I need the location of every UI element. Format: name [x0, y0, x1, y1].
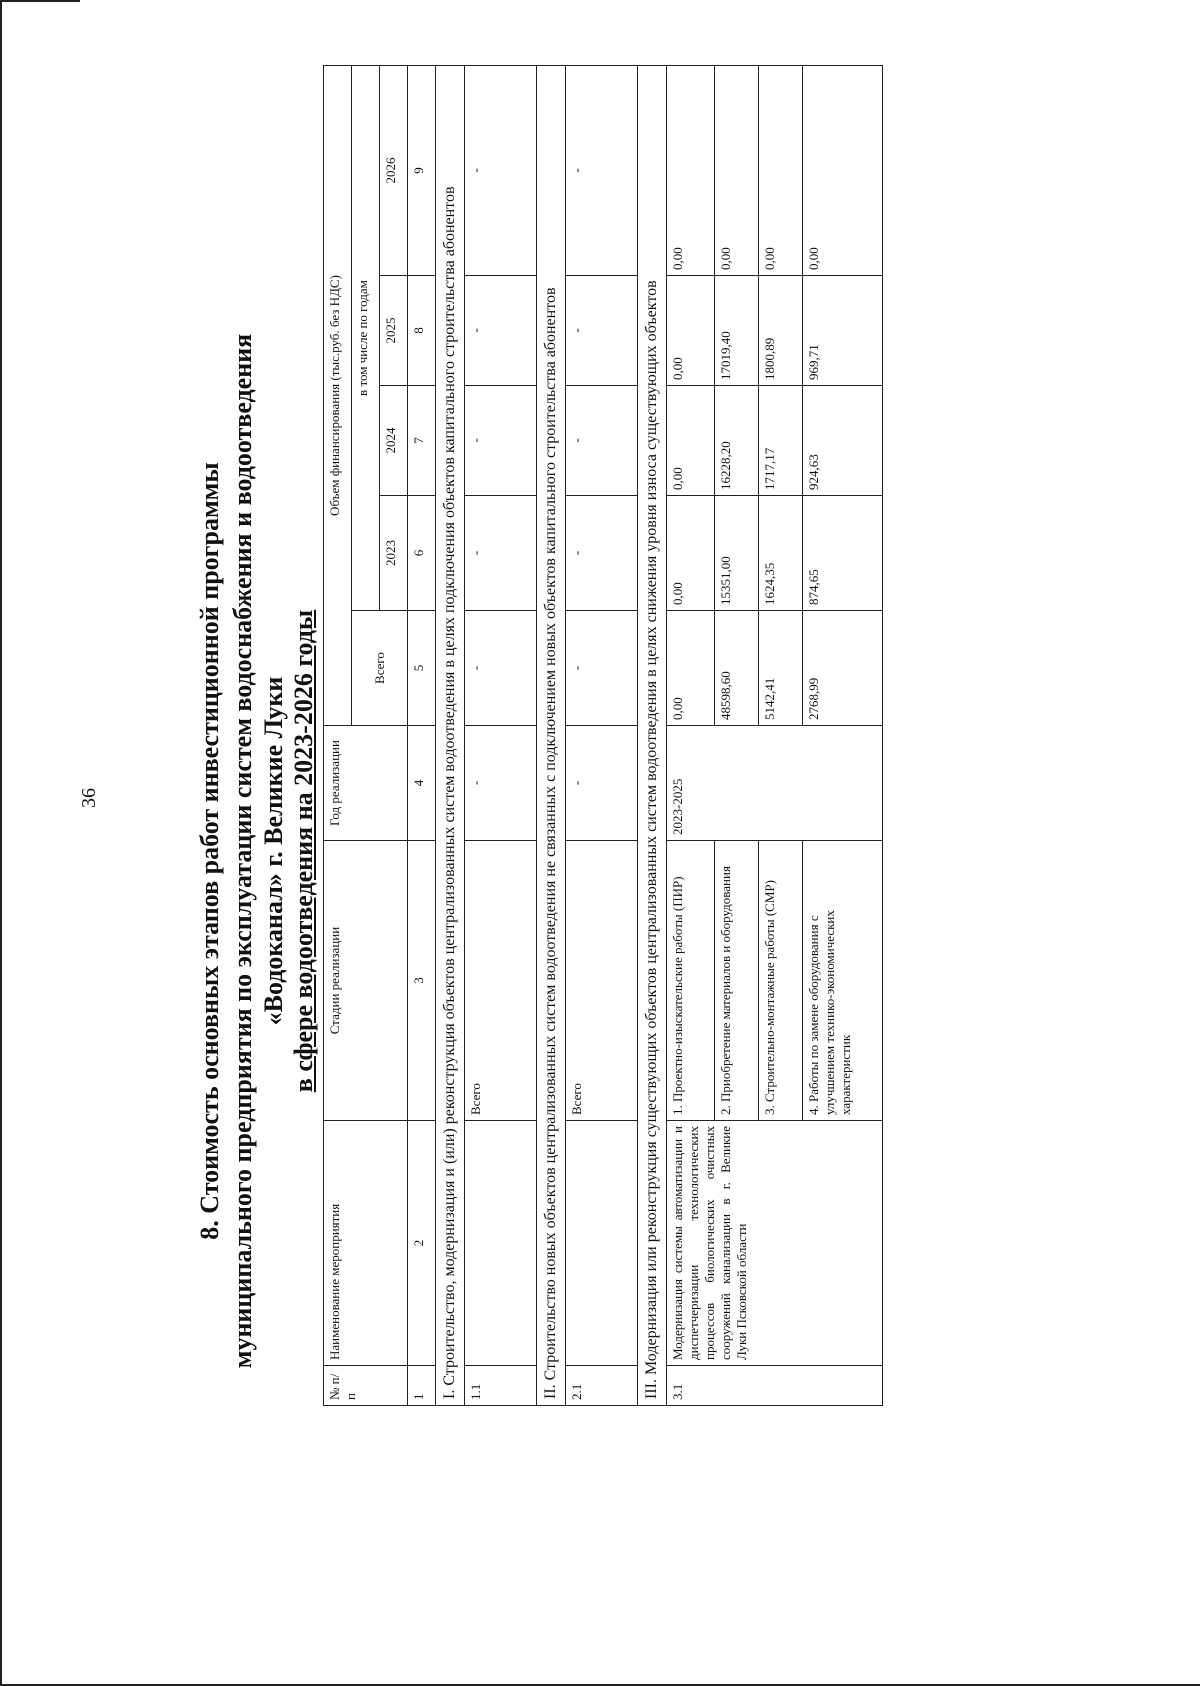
row-2025: - [465, 276, 537, 386]
stage-label: 2. Приобретение материалов и оборудования [715, 841, 759, 1121]
stage-label: 3. Строительно-монтажные работы (СМР) [759, 841, 803, 1121]
stage-2024: 16228,20 [715, 386, 759, 496]
column-number: 7 [408, 386, 436, 496]
section-2-title: II. Строительство новых объектов централизованных систем водоотведения не связанных с подключением новых объектов капитального строительства абонентов [537, 66, 566, 1406]
stage-total: 0,00 [667, 611, 715, 726]
row-2024: - [566, 386, 638, 496]
document-title-line-2: муниципального предприятия по эксплуатации систем водоснабжения и водоотведения [228, 333, 257, 1369]
stage-label: 1. Проектно-изыскательские работы (ПИР) [667, 841, 715, 1121]
cost-table [323, 65, 883, 1406]
row-stage: Всего [465, 841, 537, 1121]
row-2023: - [465, 496, 537, 611]
stage-2025: 1800,89 [759, 276, 803, 386]
stage-2026: 0,00 [715, 66, 759, 276]
column-number: 3 [408, 841, 436, 1121]
row-num: 2.1 [566, 1366, 638, 1406]
header-stage: Стадии реализации [324, 841, 408, 1121]
header-name: Наименование мероприятия [324, 1121, 408, 1366]
stage-2023: 0,00 [667, 496, 715, 611]
row-total: - [566, 611, 638, 726]
section-1-title: I. Строительство, модернизация и (или) реконструкция объектов централизованных систем водоотведения в целях подключения объектов капитального строительства абонентов [436, 66, 465, 1406]
row-num: 1.1 [465, 1366, 537, 1406]
stage-2023: 15351,00 [715, 496, 759, 611]
stage-total: 2768,99 [803, 611, 883, 726]
stage-2026: 0,00 [667, 66, 715, 276]
table-row [667, 66, 715, 1406]
header-year: Год реализации [324, 726, 408, 841]
column-number-row [408, 66, 436, 1406]
row-2023: - [566, 496, 638, 611]
table-row [465, 66, 537, 1406]
row-stage: Всего [566, 841, 638, 1121]
row-year: 2023-2025 [667, 726, 883, 841]
header-year-2026: 2026 [380, 66, 408, 276]
stage-2023: 1624,35 [759, 496, 803, 611]
column-number: 2 [408, 1121, 436, 1366]
section-3-title: III. Модернизация или реконструкция существующих объектов централизованных систем водоотведения в целях снижения уровня износа существующих объектов [638, 66, 667, 1406]
row-name [566, 1121, 638, 1366]
row-name: Модернизация системы автоматизации и диспетчеризации технологических процессов биологических очистных сооружений канализации в г. Великие Луки Псковской области [667, 1121, 883, 1366]
table-row [566, 66, 638, 1406]
column-number: 6 [408, 496, 436, 611]
stage-2025: 17019,40 [715, 276, 759, 386]
column-number: 8 [408, 276, 436, 386]
page-number: 36 [78, 788, 100, 808]
header-year-2024: 2024 [380, 386, 408, 496]
stage-2024: 0,00 [667, 386, 715, 496]
section-3-row [638, 66, 667, 1406]
column-number: 1 [408, 1366, 436, 1406]
row-2024: - [465, 386, 537, 496]
row-year: - [465, 726, 537, 841]
stage-2024: 1717,17 [759, 386, 803, 496]
column-number: 4 [408, 726, 436, 841]
row-year: - [566, 726, 638, 841]
stage-label: 4. Работы по замене оборудования с улучшением технико-экономических характеристик [803, 841, 883, 1121]
header-by-years: в том числе по годам [352, 66, 380, 611]
stage-total: 48598,60 [715, 611, 759, 726]
cost-table-wrapper [323, 65, 883, 1406]
header-year-2023: 2023 [380, 496, 408, 611]
section-2-row [537, 66, 566, 1406]
stage-2026: 0,00 [803, 66, 883, 276]
stage-2024: 924,63 [803, 386, 883, 496]
row-2025: - [566, 276, 638, 386]
stage-2026: 0,00 [759, 66, 803, 276]
section-1-row [436, 66, 465, 1406]
row-2026: - [465, 66, 537, 276]
stage-total: 5142,41 [759, 611, 803, 726]
header-funding: Объем финансирования (тыс.руб. без НДС) [324, 66, 352, 726]
stage-2025: 969,71 [803, 276, 883, 386]
row-total: - [465, 611, 537, 726]
column-number: 5 [408, 611, 436, 726]
header-total: Всего [352, 611, 408, 726]
row-2026: - [566, 66, 638, 276]
stage-2023: 874,65 [803, 496, 883, 611]
document-title-line-1: 8. Стоимость основных этапов работ инвестиционной программы [195, 462, 224, 1240]
header-num: № п/п [324, 1366, 408, 1406]
column-number: 9 [408, 66, 436, 276]
stage-2025: 0,00 [667, 276, 715, 386]
row-name [465, 1121, 537, 1366]
header-year-2025: 2025 [380, 276, 408, 386]
document-title-line-4: в сфере водоотведения на 2023-2026 годы [289, 609, 318, 1093]
row-num: 3.1 [667, 1366, 883, 1406]
document-title-line-3: «Водоканал» г. Великие Луки [259, 676, 288, 1026]
